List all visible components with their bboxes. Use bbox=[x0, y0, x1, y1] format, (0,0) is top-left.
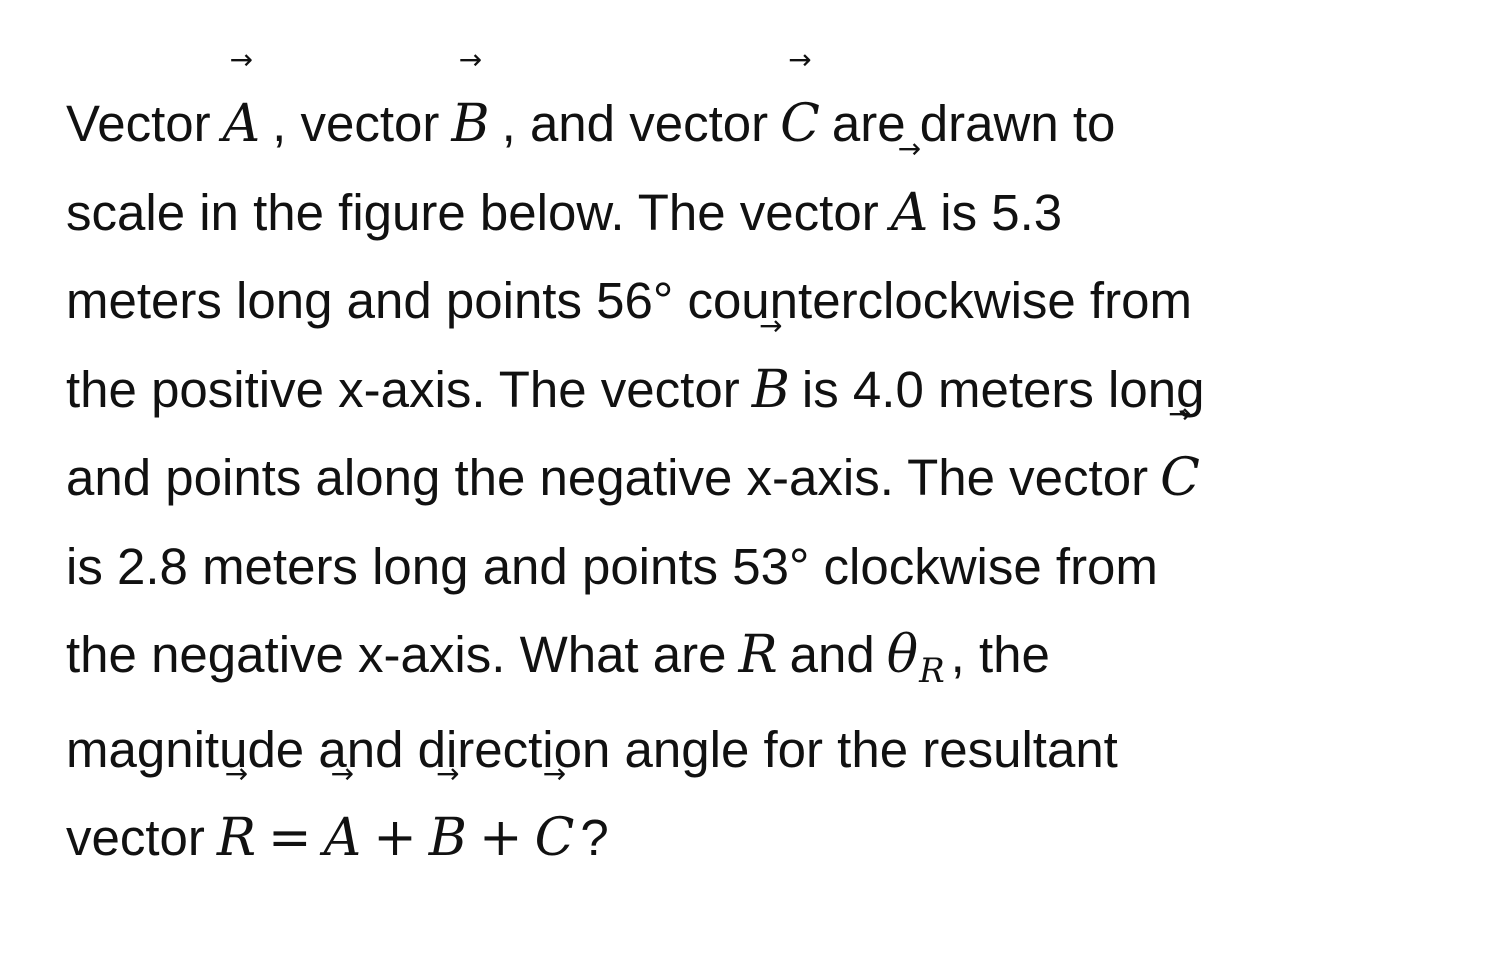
magnitude-symbol-r: R bbox=[738, 625, 778, 685]
vector-symbol-b: B → bbox=[429, 794, 467, 883]
problem-line bbox=[66, 169, 1446, 258]
text-segment: scale in the figure below. The vector bbox=[66, 183, 879, 241]
theta-letter: θ bbox=[886, 625, 919, 685]
theta-subscript: R bbox=[919, 651, 945, 691]
question-mark: ? bbox=[580, 809, 609, 866]
text-segment: the negative x-axis. What are bbox=[66, 626, 727, 683]
vector-symbol-a: A → bbox=[891, 169, 929, 258]
problem-line bbox=[66, 346, 1446, 435]
text-segment: , vector bbox=[272, 95, 440, 152]
text-segment: vector bbox=[66, 809, 205, 866]
text-segment: the positive x-axis. The vector bbox=[66, 360, 740, 418]
vector-symbol-a: A → bbox=[223, 80, 261, 169]
plus-sign: + bbox=[373, 808, 417, 868]
text-segment: is 2.8 meters long and points 53° clockwise from bbox=[66, 537, 1158, 595]
text-segment: is 5.3 bbox=[940, 183, 1063, 241]
equals-sign: = bbox=[268, 808, 312, 868]
problem-line bbox=[66, 257, 1446, 346]
problem-line bbox=[66, 523, 1446, 612]
text-segment: is 4.0 meters long bbox=[801, 360, 1205, 418]
problem-line bbox=[66, 794, 1446, 883]
text-segment: , the bbox=[950, 626, 1050, 683]
problem-line bbox=[66, 611, 1446, 706]
vector-symbol-a: A → bbox=[324, 794, 362, 883]
angle-symbol-theta bbox=[886, 625, 945, 691]
text-segment: Vector bbox=[66, 95, 211, 152]
vector-symbol-c: C → bbox=[535, 794, 575, 883]
problem-line bbox=[66, 434, 1446, 523]
vector-symbol-b: B → bbox=[451, 80, 489, 169]
vector-symbol-b: B → bbox=[752, 346, 790, 435]
text-segment: magnitude and direction angle for the resultant bbox=[66, 720, 1118, 778]
problem-line bbox=[66, 706, 1446, 795]
vector-symbol-c: C → bbox=[1160, 434, 1200, 523]
vector-symbol-c: C → bbox=[780, 80, 820, 169]
text-segment: and points along the negative x-axis. The vector bbox=[66, 449, 1149, 506]
text-segment: meters long and points 56° counterclockwise from bbox=[66, 272, 1192, 329]
problem-line bbox=[66, 80, 1446, 169]
text-segment: and bbox=[789, 626, 875, 683]
plus-sign: + bbox=[478, 808, 523, 868]
text-segment: are drawn to bbox=[831, 95, 1116, 152]
problem-statement bbox=[66, 80, 1446, 883]
text-segment: , and vector bbox=[501, 95, 769, 152]
vector-symbol-r: R → bbox=[217, 794, 256, 883]
